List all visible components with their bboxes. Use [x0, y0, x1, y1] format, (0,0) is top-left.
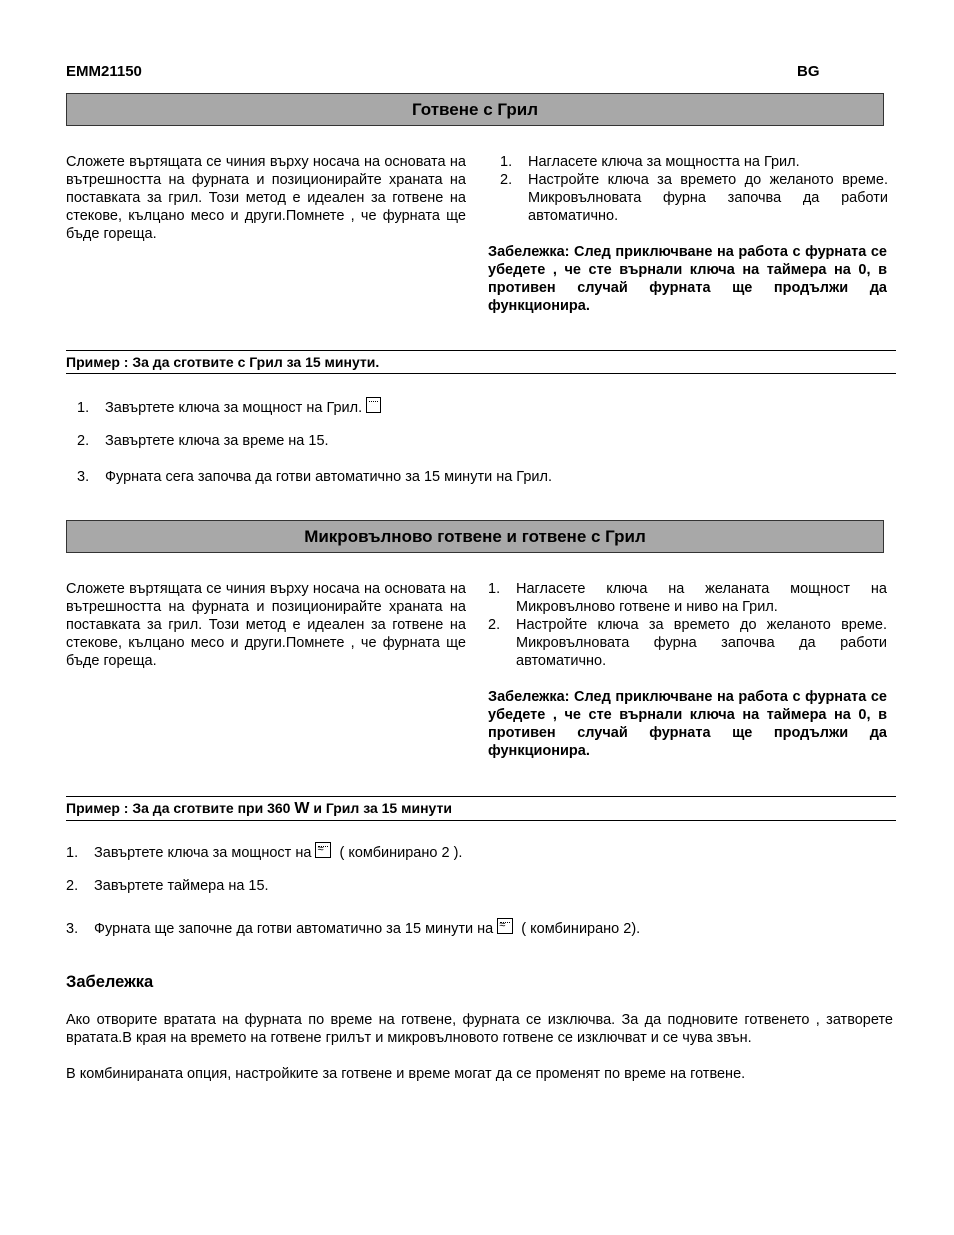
section-title-combi: Микровълново готвене и готвене с Грил	[66, 520, 884, 553]
example2-step-1: 1. Завъртете ключа за мощност на≈ ( комбинирано 2 ).	[66, 842, 462, 861]
remark-paragraph-1: Ако отворите вратата на фурната по време на готвене, фурната се изключва. За да подновите готвенето , затворете вратата.В края на времето на готвене грилът и микровълновото готвене се изключват и се чува звън.	[66, 1012, 893, 1046]
divider	[66, 350, 896, 351]
section2-note: Забележка: След приключване на работа с фурната се убедете , че сте върнали ключа на таймера на 0, в противен случай фурната ще продължи да функционира.	[488, 689, 887, 759]
example1-step-2: 2. Завъртете ключа за време на 15.	[77, 433, 329, 449]
combi-icon	[497, 918, 513, 934]
list-item: 1. Нагласете ключа за мощността на Грил.	[500, 154, 800, 170]
example2-step-3: 3. Фурната ще започне да готви автоматично за 15 минути на≈ ( комбинирано 2).	[66, 918, 640, 937]
section2-steps	[488, 580, 887, 670]
section-title-grill: Готвене с Грил	[66, 93, 884, 126]
example1-title: Пример : За да сготвите с Грил за 15 минути.	[66, 354, 380, 370]
section1-intro: Сложете въртящата се чиния върху носача на основата на вътрешността на фурната и позиционирайте храната на поставката за грил. Този метод е идеален за готвене на стекове, кълцано месо и други.Помнете , че фурната ще бъде гореща.	[66, 154, 466, 242]
section1-steps	[500, 153, 888, 225]
divider	[66, 796, 896, 797]
list-item: 1. Нагласете ключа на желаната мощност на Микровълново готвене и ниво на Грил.	[488, 581, 887, 615]
remark-paragraph-2: В комбинираната опция, настройките за готвене и време могат да се променят по време на готвене.	[66, 1066, 746, 1082]
divider	[66, 820, 896, 821]
section1-note: Забележка: След приключване на работа с фурната се убедете , че сте върнали ключа на таймера на 0, в противен случай фурната ще продължи да функционира.	[488, 244, 887, 314]
list-item: 2. Настройте ключа за времето до желаното време. Микровълновата фурна започва да работи автоматично.	[500, 172, 888, 224]
example2-step-2: 2. Завъртете таймера на 15.	[66, 878, 269, 894]
list-item: 2. Настройте ключа за времето до желаното време. Микровълновата фурна започва да работи автоматично.	[488, 617, 887, 669]
grill-icon	[366, 397, 381, 413]
example1-step-1: 1. Завъртете ключа за мощност на Грил.	[77, 397, 381, 416]
divider	[66, 373, 896, 374]
remark-heading: Забележка	[66, 973, 154, 991]
combi-icon	[315, 842, 331, 858]
section2-intro: Сложете въртящата се чиния върху носача на основата на вътрешността на фурната и позиционирайте храната на поставката за грил. Този метод е идеален за готвене на стекове, кълцано месо и други.Помнете , че фурната ще бъде гореща.	[66, 581, 466, 669]
language-code: BG	[797, 63, 820, 80]
model-number: EMM21150	[66, 63, 142, 80]
example2-title: Пример : За да сготвите при 360 W и Грил за 15 минути	[66, 800, 452, 817]
example1-step-3: 3. Фурната сега започва да готви автоматично за 15 минути на Грил.	[77, 469, 553, 485]
